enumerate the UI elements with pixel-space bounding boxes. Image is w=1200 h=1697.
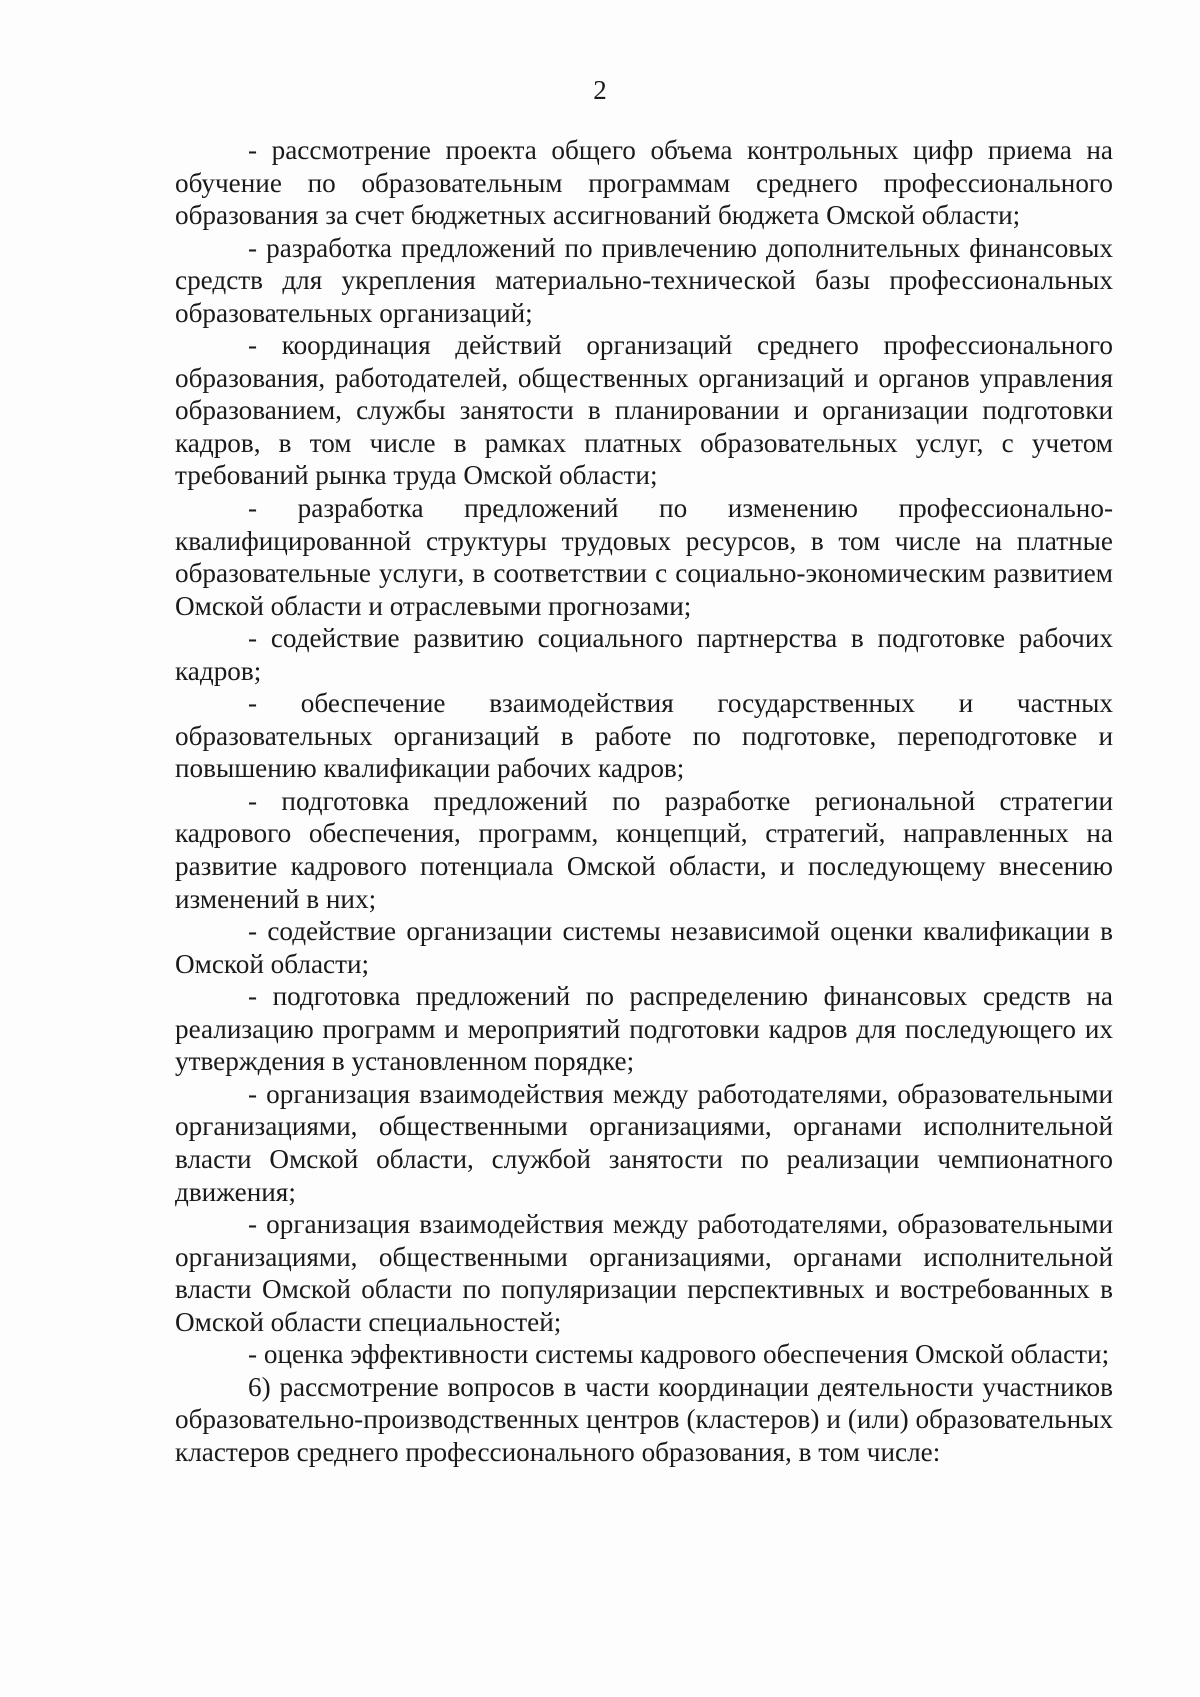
paragraph-regional-strategy: - подготовка предложений по разработке региональной стратегии кадрового обеспечения, программ, концепций, стратегий, направленных на развитие кадрового потенциала Омской области, и последующему внесению изменений в них; [175, 785, 1113, 914]
paragraph-funds-distribution: - подготовка предложений по распределению финансовых средств на реализацию программ и мероприятий подготовки кадров для последующего их утверждения в установленном порядке; [175, 981, 1113, 1077]
page-number: 2 [593, 75, 607, 105]
paragraph-control-figures: - рассмотрение проекта общего объема контрольных цифр приема на обучение по образовательным программам среднего профессионального образования за счет бюджетных ассигнований бюджета Омской области; [175, 135, 1113, 231]
paragraph-labor-structure: - разработка предложений по изменению профессионально-квалифицированной структуры трудовых ресурсов, в том числе на платные образовательные услуги, в соответствии с социально-экономическим развитием Омской области и отраслевыми прогнозами; [175, 493, 1113, 621]
paragraph-popularization: - организация взаимодействия между работодателями, образовательными организациями, общественными организациями, органами исполнительной власти Омской области по популяризации перспективных и востребованных в Омской области специальностей; [175, 1209, 1113, 1337]
paragraph-qualification-assessment: - содействие организации системы независимой оценки квалификации в Омской области; [175, 916, 1113, 979]
paragraph-clusters: 6) рассмотрение вопросов в части координации деятельности участников образовательно-производственных центров (кластеров) и (или) образовательных кластеров среднего профессионального образования, в том числе: [175, 1371, 1113, 1467]
paragraph-championship-movement: - организация взаимодействия между работодателями, образовательными организациями, общественными организациями, органами исполнительной власти Омской области, службой занятости по реализации чемпионатного движения; [175, 1078, 1113, 1207]
paragraph-coordination: - координация действий организаций среднего профессионального образования, работодателей, общественных организаций и органов управления образованием, службы занятости в планировании и организации подготовки кадров, в том числе в рамках платных образовательных услуг, с учетом требований рынка труда Омской области; [175, 330, 1113, 491]
paragraph-efficiency-assessment: - оценка эффективности системы кадрового обеспечения Омской области; [248, 1339, 1110, 1370]
document-body [175, 134, 1113, 1468]
paragraph-social-partnership: - содействие развитию социального партнерства в подготовке рабочих кадров; [175, 623, 1113, 686]
paragraph-public-private-interaction: - обеспечение взаимодействия государственных и частных образовательных организаций в работе по подготовке, переподготовке и повышению квалификации рабочих кадров; [175, 688, 1113, 784]
paragraph-additional-funding: - разработка предложений по привлечению дополнительных финансовых средств для укрепления материально-технической базы профессиональных образовательных организаций; [175, 232, 1113, 328]
